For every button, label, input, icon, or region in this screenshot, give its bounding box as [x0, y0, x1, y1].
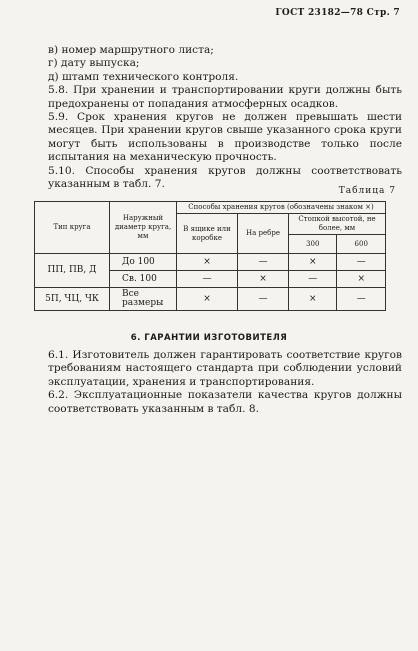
- header-300: 300: [289, 235, 337, 254]
- header-methods: Способы хранения кругов (обозначены знаком ×): [177, 202, 386, 214]
- header-edge: На ребре: [238, 214, 289, 254]
- paragraph-5-10: 5.10. Способы хранения кругов должны соответствовать указанным в табл. 7.: [48, 164, 402, 191]
- page-header: ГОСТ 23182—78 Стр. 7: [275, 8, 400, 18]
- list-item-d: д) штамп технического контроля.: [48, 70, 239, 83]
- cell-type: ПП, ПВ, Д: [35, 254, 110, 288]
- table-caption: Таблица 7: [338, 186, 396, 196]
- text-block-upper: [22, 44, 402, 191]
- list-item-v: в) номер маршрутного листа;: [48, 44, 214, 56]
- header-box: В ящике или коробке: [177, 214, 238, 254]
- paragraph-5-8: 5.8. При хранении и транспортировании круги должны быть предохранены от попадания атмосферных осадков.: [48, 84, 402, 110]
- cell-type: 5П, ЧЦ, ЧК: [35, 288, 110, 311]
- table-row: [35, 254, 386, 271]
- cell-box: —: [177, 271, 238, 288]
- paragraph-6-2: 6.2. Эксплуатационные показатели качества кругов должны соответствовать указанным в табл. 8.: [48, 389, 402, 415]
- header-stack: Стопкой высотой, не более, мм: [289, 214, 386, 235]
- cell-edge: ×: [238, 271, 289, 288]
- header-diameter: Наружный диаметр круга, мм: [110, 202, 177, 254]
- header-type: Тип круга: [35, 202, 110, 254]
- text-block-lower: [22, 349, 402, 416]
- cell-edge: —: [238, 288, 289, 311]
- cell-600: —: [337, 288, 386, 311]
- header-600: 600: [337, 235, 386, 254]
- cell-diameter: Все размеры: [110, 288, 177, 311]
- cell-300: —: [289, 271, 337, 288]
- paragraph-5-9: 5.9. Срок хранения кругов не должен превышать шести месяцев. При хранении кругов свыше указанного срока круги могут быть использованы в производстве только после испытания на механическую прочность.: [48, 111, 402, 164]
- cell-edge: —: [238, 254, 289, 271]
- cell-600: —: [337, 254, 386, 271]
- storage-table: [34, 201, 386, 311]
- cell-box: ×: [177, 288, 238, 311]
- cell-box: ×: [177, 254, 238, 271]
- cell-diameter: До 100: [110, 254, 177, 271]
- cell-600: ×: [337, 271, 386, 288]
- cell-diameter: Св. 100: [110, 271, 177, 288]
- paragraph-6-1: 6.1. Изготовитель должен гарантировать соответствие кругов требованиям настоящего стандарта при соблюдении условий эксплуатации, хранения и транспортирования.: [48, 349, 402, 388]
- section-title: 6. ГАРАНТИИ ИЗГОТОВИТЕЛЯ: [130, 333, 288, 343]
- cell-300: ×: [289, 288, 337, 311]
- cell-300: ×: [289, 254, 337, 271]
- list-item-g: г) дату выпуска;: [48, 57, 140, 70]
- table-row: [35, 288, 386, 311]
